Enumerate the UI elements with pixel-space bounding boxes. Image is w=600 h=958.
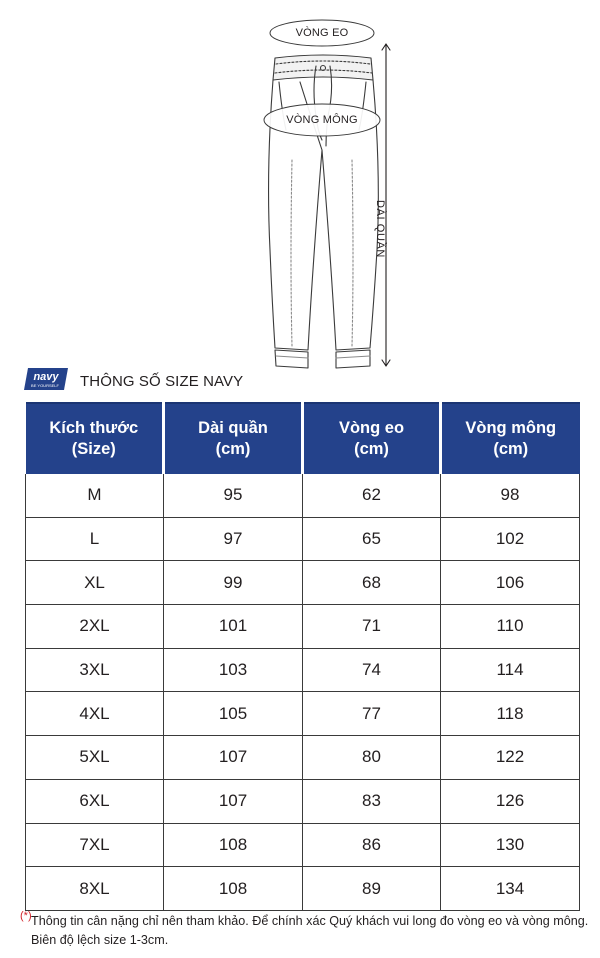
size-table [25, 402, 580, 911]
cell-waist: 68 [303, 561, 441, 605]
logo-text: navy [33, 371, 59, 383]
cell-length: 107 [164, 779, 303, 823]
cell-waist: 83 [303, 779, 441, 823]
cell-waist: 89 [303, 867, 441, 911]
header-length: Dài quần (cm) [164, 403, 303, 474]
cell-hip: 98 [441, 474, 580, 517]
table-row [26, 692, 580, 736]
jogger-pants-diagram-icon [0, 0, 600, 370]
cell-waist: 65 [303, 517, 441, 561]
navy-logo-icon [22, 366, 70, 392]
cell-hip: 110 [441, 605, 580, 649]
cell-hip: 134 [441, 867, 580, 911]
cell-waist: 86 [303, 823, 441, 867]
table-row [26, 561, 580, 605]
table-row [26, 648, 580, 692]
cell-waist: 74 [303, 648, 441, 692]
cell-waist: 80 [303, 736, 441, 780]
cell-length: 95 [164, 474, 303, 517]
cell-length: 108 [164, 823, 303, 867]
table-row [26, 867, 580, 911]
cell-length: 99 [164, 561, 303, 605]
cell-length: 108 [164, 867, 303, 911]
waist-label: VÒNG EO [295, 27, 349, 39]
cell-size: 8XL [26, 867, 164, 911]
cell-size: L [26, 517, 164, 561]
cell-size: 3XL [26, 648, 164, 692]
cell-waist: 71 [303, 605, 441, 649]
table-row [26, 474, 580, 517]
cell-hip: 102 [441, 517, 580, 561]
cell-size: M [26, 474, 164, 517]
length-label: DÀI QUẦN [374, 200, 386, 258]
cell-hip: 106 [441, 561, 580, 605]
cell-length: 101 [164, 605, 303, 649]
cell-hip: 130 [441, 823, 580, 867]
cell-length: 97 [164, 517, 303, 561]
table-row [26, 736, 580, 780]
footnote [20, 912, 595, 950]
navy-logo [22, 366, 70, 392]
table-header-row [26, 403, 580, 474]
section-title: THÔNG SỐ SIZE NAVY [80, 373, 244, 390]
pants-diagram [0, 0, 600, 370]
header-hip: Vòng mông (cm) [441, 403, 580, 474]
cell-hip: 126 [441, 779, 580, 823]
table-row [26, 779, 580, 823]
cell-waist: 62 [303, 474, 441, 517]
table-row [26, 823, 580, 867]
header-waist: Vòng eo (cm) [303, 403, 441, 474]
cell-length: 103 [164, 648, 303, 692]
cell-hip: 118 [441, 692, 580, 736]
table-row [26, 517, 580, 561]
footnote-mark: (*) [20, 910, 32, 922]
cell-hip: 122 [441, 736, 580, 780]
footnote-text: Thông tin cân nặng chỉ nên tham khảo. Để chính xác Quý khách vui long đo vòng eo và vòng mông. Biên độ lệch size 1-3cm. [31, 914, 589, 947]
cell-length: 105 [164, 692, 303, 736]
cell-length: 107 [164, 736, 303, 780]
cell-size: 4XL [26, 692, 164, 736]
header-size: Kích thước (Size) [26, 403, 164, 474]
cell-size: 2XL [26, 605, 164, 649]
hip-label: VÒNG MÔNG [286, 114, 358, 126]
cell-size: XL [26, 561, 164, 605]
cell-size: 7XL [26, 823, 164, 867]
cell-waist: 77 [303, 692, 441, 736]
logo-tagline: BE YOURSELF [31, 383, 59, 388]
cell-size: 6XL [26, 779, 164, 823]
cell-hip: 114 [441, 648, 580, 692]
cell-size: 5XL [26, 736, 164, 780]
table-row [26, 605, 580, 649]
